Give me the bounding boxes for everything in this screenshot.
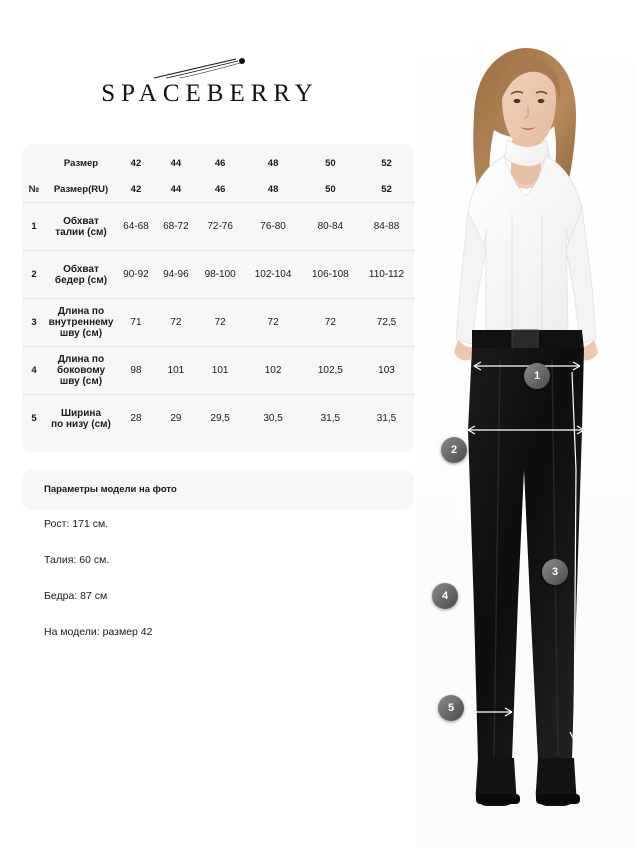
header-size-ru-44: 44: [156, 176, 196, 203]
model-photo: [416, 0, 636, 848]
cell-48: 76-80: [244, 203, 301, 251]
measure-badge-3: 3: [542, 559, 568, 585]
cell-50: 31,5: [320, 413, 341, 424]
cell-44: 94-96: [156, 251, 196, 299]
cell-44: 101: [156, 347, 196, 395]
header-size-ru-42: 42: [116, 176, 156, 203]
header-num: №: [22, 176, 46, 203]
header-size-52: 52: [381, 157, 392, 169]
comet-icon: [0, 56, 420, 82]
model-param-height: Рост: 171 см.: [44, 518, 109, 530]
cell-48: 72: [244, 299, 301, 347]
cell-46: 72: [196, 299, 245, 347]
model-params-list: [44, 518, 404, 662]
header-size-ru-50: 50: [302, 176, 359, 203]
cell-50: 102,5: [302, 347, 359, 395]
header-size-44: 44: [170, 157, 182, 169]
header-size-50: 50: [325, 157, 336, 169]
table-row: [22, 347, 414, 395]
row-number: 5: [31, 413, 37, 424]
header-size-ru-48: 48: [244, 176, 301, 203]
measure-badge-5: 5: [438, 695, 464, 721]
cell-52: 103: [359, 347, 414, 395]
cell-42: 90-92: [116, 251, 156, 299]
model-photo-illustration: [416, 0, 636, 848]
cell-52: 31,5: [376, 413, 397, 424]
cell-52: 110-112: [359, 251, 414, 299]
row-number: 4: [22, 347, 46, 395]
header-size-ru-46: 46: [196, 176, 245, 203]
cell-46: 98-100: [196, 251, 245, 299]
row-number: 1: [22, 203, 46, 251]
row-label: Обхват бедер (см): [46, 251, 116, 299]
cell-52: 72,5: [359, 299, 414, 347]
cell-48: 102-104: [244, 251, 301, 299]
cell-48: 30,5: [263, 413, 283, 424]
cell-44: 72: [156, 299, 196, 347]
measure-badge-1: 1: [524, 363, 550, 389]
size-table-card: [22, 144, 414, 452]
header-size-42: 42: [130, 157, 142, 169]
row-number: 2: [22, 251, 46, 299]
table-row: [22, 299, 414, 347]
cell-52: 84-88: [359, 203, 414, 251]
header-size-46: 46: [214, 157, 226, 169]
table-corner-cell: [22, 150, 46, 176]
row-label: Длина по боковому шву (см): [46, 347, 116, 395]
table-header-row-2: [22, 176, 414, 203]
table-header-row-1: [22, 150, 414, 176]
brand-logo: [0, 56, 420, 108]
cell-48: 102: [244, 347, 301, 395]
measure-badge-2: 2: [441, 437, 467, 463]
model-params-title: Параметры модели на фото: [44, 484, 177, 495]
cell-44: 68-72: [156, 203, 196, 251]
cell-50: 72: [302, 299, 359, 347]
model-params-card: [22, 470, 414, 510]
measure-badge-4: 4: [432, 583, 458, 609]
row-number: 3: [22, 299, 46, 347]
size-table: [22, 150, 414, 442]
row-label: Ширина по низу (см): [51, 407, 111, 430]
cell-50: 106-108: [302, 251, 359, 299]
brand-name: SPACEBERRY: [101, 80, 319, 107]
cell-46: 72-76: [196, 203, 245, 251]
table-row: [22, 251, 414, 299]
model-param-waist: Талия: 60 см.: [44, 554, 110, 566]
table-row: [22, 395, 414, 443]
header-size-48: 48: [267, 157, 279, 169]
row-label: Длина по внутреннему шву (см): [46, 299, 116, 347]
cell-46: 101: [196, 347, 245, 395]
header-label-size-ru: Размер(RU): [46, 176, 116, 203]
cell-42: 71: [116, 299, 156, 347]
model-param-size: На модели: размер 42: [44, 626, 153, 638]
cell-44: 29: [170, 413, 182, 424]
header-size-ru-52: 52: [359, 176, 414, 203]
table-row: [22, 203, 414, 251]
model-param-hips: Бедра: 87 см: [44, 590, 108, 602]
cell-42: 98: [116, 347, 156, 395]
cell-42: 28: [130, 413, 142, 424]
cell-46: 29,5: [210, 413, 230, 424]
cell-42: 64-68: [116, 203, 156, 251]
row-label: Обхват талии (см): [46, 203, 116, 251]
cell-50: 80-84: [302, 203, 359, 251]
header-label-size: Размер: [63, 157, 99, 169]
